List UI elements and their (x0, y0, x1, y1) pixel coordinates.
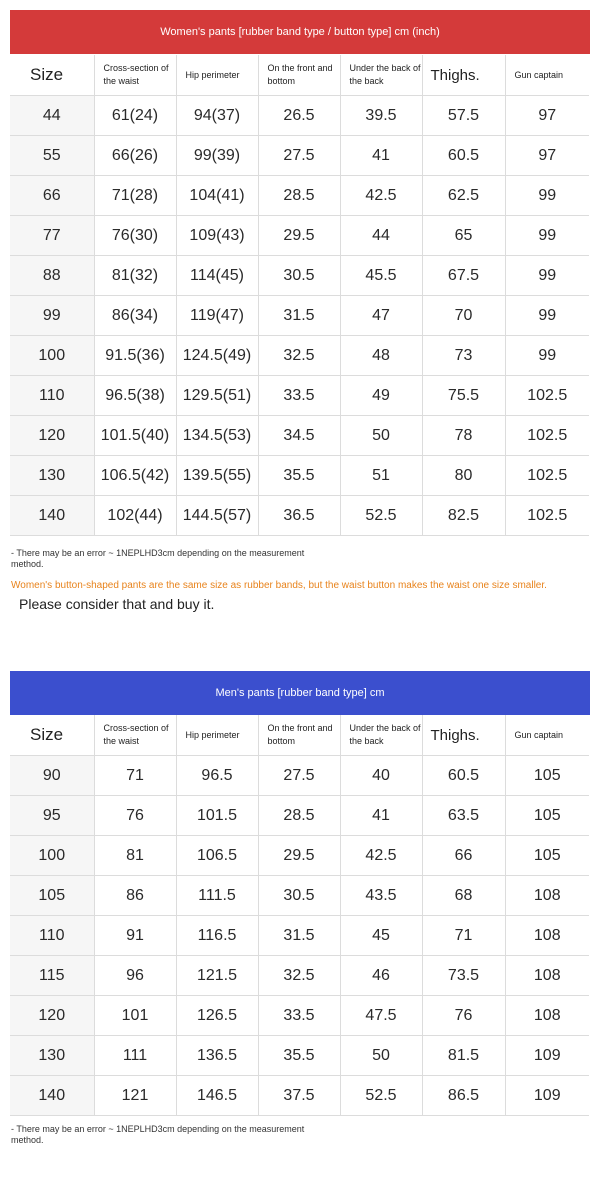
measurement-cell: 52.5 (340, 496, 422, 536)
men-size-chart-title: Men's pants [rubber band type] cm (10, 671, 590, 715)
table-row (10, 336, 589, 376)
header-hip: Hip perimeter (176, 55, 258, 96)
header-back-rise: Under the back of the back (340, 55, 422, 96)
measurement-cell: 116.5 (176, 916, 258, 956)
measurement-cell: 114(45) (176, 256, 258, 296)
table-row (10, 836, 589, 876)
measurement-cell: 41 (340, 796, 422, 836)
measurement-cell: 136.5 (176, 1036, 258, 1076)
measurement-cell: 96 (94, 956, 176, 996)
header-back-rise: Under the back of the back (340, 715, 422, 756)
measurement-cell: 109 (505, 1076, 589, 1116)
measurement-cell: 27.5 (258, 136, 340, 176)
measurement-cell: 27.5 (258, 756, 340, 796)
measurement-cell: 30.5 (258, 876, 340, 916)
measurement-cell: 108 (505, 876, 589, 916)
measurement-cell: 36.5 (258, 496, 340, 536)
measurement-cell: 44 (340, 216, 422, 256)
size-cell: 120 (10, 996, 94, 1036)
measurement-cell: 91 (94, 916, 176, 956)
measurement-cell: 63.5 (422, 796, 505, 836)
measurement-cell: 60.5 (422, 756, 505, 796)
measurement-cell: 101.5(40) (94, 416, 176, 456)
size-cell: 115 (10, 956, 94, 996)
measurement-cell: 41 (340, 136, 422, 176)
size-cell: 100 (10, 336, 94, 376)
measurement-cell: 97 (505, 96, 589, 136)
measurement-cell: 39.5 (340, 96, 422, 136)
header-front-rise: On the front and bottom (258, 715, 340, 756)
measurement-cell: 68 (422, 876, 505, 916)
measurement-cell: 62.5 (422, 176, 505, 216)
measurement-cell: 146.5 (176, 1076, 258, 1116)
measurement-cell: 42.5 (340, 176, 422, 216)
measurement-cell: 82.5 (422, 496, 505, 536)
measurement-cell: 96.5 (176, 756, 258, 796)
header-size: Size (10, 55, 94, 96)
table-row (10, 796, 589, 836)
table-row (10, 456, 589, 496)
measurement-cell: 50 (340, 416, 422, 456)
size-cell: 99 (10, 296, 94, 336)
measurement-cell: 106.5(42) (94, 456, 176, 496)
size-cell: 120 (10, 416, 94, 456)
measurement-cell: 81.5 (422, 1036, 505, 1076)
table-row (10, 176, 589, 216)
table-row (10, 496, 589, 536)
measurement-cell: 47.5 (340, 996, 422, 1036)
header-thighs: Thighs. (422, 715, 505, 756)
measurement-cell: 139.5(55) (176, 456, 258, 496)
measurement-cell: 109(43) (176, 216, 258, 256)
measurement-cell: 49 (340, 376, 422, 416)
measurement-cell: 105 (505, 836, 589, 876)
measurement-cell: 78 (422, 416, 505, 456)
table-row (10, 256, 589, 296)
size-cell: 130 (10, 456, 94, 496)
measurement-cell: 76 (422, 996, 505, 1036)
measurement-cell: 33.5 (258, 996, 340, 1036)
measurement-cell: 111.5 (176, 876, 258, 916)
measurement-cell: 45.5 (340, 256, 422, 296)
measurement-cell: 102.5 (505, 376, 589, 416)
measurement-cell: 81 (94, 836, 176, 876)
measurement-cell: 32.5 (258, 336, 340, 376)
measurement-cell: 108 (505, 996, 589, 1036)
measurement-cell: 28.5 (258, 796, 340, 836)
measurement-cell: 105 (505, 756, 589, 796)
size-cell: 77 (10, 216, 94, 256)
measurement-cell: 86(34) (94, 296, 176, 336)
men-header-row (10, 715, 589, 756)
women-error-note: - There may be an error ~ 1NEPLHD3cm depending on the measurement method. (11, 548, 305, 569)
table-row (10, 416, 589, 456)
measurement-cell: 101 (94, 996, 176, 1036)
women-header-row (10, 55, 589, 96)
measurement-cell: 99 (505, 216, 589, 256)
measurement-cell: 86 (94, 876, 176, 916)
measurement-cell: 61(24) (94, 96, 176, 136)
measurement-cell: 75.5 (422, 376, 505, 416)
size-cell: 110 (10, 376, 94, 416)
measurement-cell: 30.5 (258, 256, 340, 296)
size-cell: 44 (10, 96, 94, 136)
measurement-cell: 71(28) (94, 176, 176, 216)
table-row (10, 876, 589, 916)
measurement-cell: 96.5(38) (94, 376, 176, 416)
measurement-cell: 57.5 (422, 96, 505, 136)
measurement-cell: 124.5(49) (176, 336, 258, 376)
men-error-note: - There may be an error ~ 1NEPLHD3cm depending on the measurement method. (11, 1124, 305, 1145)
header-size: Size (10, 715, 94, 756)
measurement-cell: 102.5 (505, 496, 589, 536)
measurement-cell: 121 (94, 1076, 176, 1116)
table-row (10, 376, 589, 416)
measurement-cell: 129.5(51) (176, 376, 258, 416)
measurement-cell: 71 (422, 916, 505, 956)
size-cell: 130 (10, 1036, 94, 1076)
measurement-cell: 28.5 (258, 176, 340, 216)
measurement-cell: 29.5 (258, 216, 340, 256)
measurement-cell: 99 (505, 176, 589, 216)
header-waist: Cross-section of the waist (94, 55, 176, 96)
measurement-cell: 80 (422, 456, 505, 496)
size-cell: 105 (10, 876, 94, 916)
size-cell: 110 (10, 916, 94, 956)
table-row (10, 916, 589, 956)
measurement-cell: 81(32) (94, 256, 176, 296)
measurement-cell: 102(44) (94, 496, 176, 536)
measurement-cell: 52.5 (340, 1076, 422, 1116)
measurement-cell: 26.5 (258, 96, 340, 136)
women-button-note: Women's button-shaped pants are the same size as rubber bands, but the waist button makes the waist one size smaller. (11, 580, 547, 591)
measurement-cell: 91.5(36) (94, 336, 176, 376)
measurement-cell: 37.5 (258, 1076, 340, 1116)
measurement-cell: 108 (505, 916, 589, 956)
women-consider-note: Please consider that and buy it. (19, 596, 215, 612)
measurement-cell: 94(37) (176, 96, 258, 136)
measurement-cell: 126.5 (176, 996, 258, 1036)
table-row (10, 296, 589, 336)
measurement-cell: 48 (340, 336, 422, 376)
measurement-cell: 31.5 (258, 296, 340, 336)
table-row (10, 1036, 589, 1076)
header-waist: Cross-section of the waist (94, 715, 176, 756)
measurement-cell: 43.5 (340, 876, 422, 916)
measurement-cell: 86.5 (422, 1076, 505, 1116)
table-row (10, 956, 589, 996)
measurement-cell: 111 (94, 1036, 176, 1076)
measurement-cell: 105 (505, 796, 589, 836)
size-cell: 100 (10, 836, 94, 876)
women-size-chart-title: Women's pants [rubber band type / button type] cm (inch) (10, 10, 590, 54)
measurement-cell: 101.5 (176, 796, 258, 836)
size-cell: 55 (10, 136, 94, 176)
measurement-cell: 50 (340, 1036, 422, 1076)
measurement-cell: 32.5 (258, 956, 340, 996)
table-row (10, 216, 589, 256)
table-row (10, 96, 589, 136)
size-cell: 66 (10, 176, 94, 216)
men-size-table (10, 715, 589, 1116)
measurement-cell: 34.5 (258, 416, 340, 456)
table-row (10, 996, 589, 1036)
measurement-cell: 106.5 (176, 836, 258, 876)
measurement-cell: 71 (94, 756, 176, 796)
measurement-cell: 42.5 (340, 836, 422, 876)
measurement-cell: 51 (340, 456, 422, 496)
measurement-cell: 99 (505, 296, 589, 336)
header-hip: Hip perimeter (176, 715, 258, 756)
measurement-cell: 108 (505, 956, 589, 996)
measurement-cell: 73.5 (422, 956, 505, 996)
measurement-cell: 65 (422, 216, 505, 256)
measurement-cell: 144.5(57) (176, 496, 258, 536)
measurement-cell: 102.5 (505, 456, 589, 496)
measurement-cell: 66 (422, 836, 505, 876)
measurement-cell: 76 (94, 796, 176, 836)
header-thighs: Thighs. (422, 55, 505, 96)
measurement-cell: 31.5 (258, 916, 340, 956)
measurement-cell: 40 (340, 756, 422, 796)
header-length: Gun captain (505, 715, 589, 756)
measurement-cell: 119(47) (176, 296, 258, 336)
measurement-cell: 99(39) (176, 136, 258, 176)
measurement-cell: 109 (505, 1036, 589, 1076)
measurement-cell: 29.5 (258, 836, 340, 876)
size-cell: 90 (10, 756, 94, 796)
measurement-cell: 47 (340, 296, 422, 336)
size-cell: 140 (10, 496, 94, 536)
measurement-cell: 33.5 (258, 376, 340, 416)
measurement-cell: 121.5 (176, 956, 258, 996)
measurement-cell: 76(30) (94, 216, 176, 256)
measurement-cell: 99 (505, 256, 589, 296)
measurement-cell: 45 (340, 916, 422, 956)
measurement-cell: 46 (340, 956, 422, 996)
size-cell: 140 (10, 1076, 94, 1116)
measurement-cell: 67.5 (422, 256, 505, 296)
measurement-cell: 102.5 (505, 416, 589, 456)
header-front-rise: On the front and bottom (258, 55, 340, 96)
measurement-cell: 134.5(53) (176, 416, 258, 456)
size-cell: 88 (10, 256, 94, 296)
measurement-cell: 60.5 (422, 136, 505, 176)
table-row (10, 136, 589, 176)
measurement-cell: 35.5 (258, 1036, 340, 1076)
table-row (10, 1076, 589, 1116)
measurement-cell: 35.5 (258, 456, 340, 496)
size-cell: 95 (10, 796, 94, 836)
header-length: Gun captain (505, 55, 589, 96)
measurement-cell: 104(41) (176, 176, 258, 216)
table-row (10, 756, 589, 796)
measurement-cell: 73 (422, 336, 505, 376)
measurement-cell: 66(26) (94, 136, 176, 176)
measurement-cell: 99 (505, 336, 589, 376)
measurement-cell: 70 (422, 296, 505, 336)
measurement-cell: 97 (505, 136, 589, 176)
women-size-table (10, 55, 589, 536)
